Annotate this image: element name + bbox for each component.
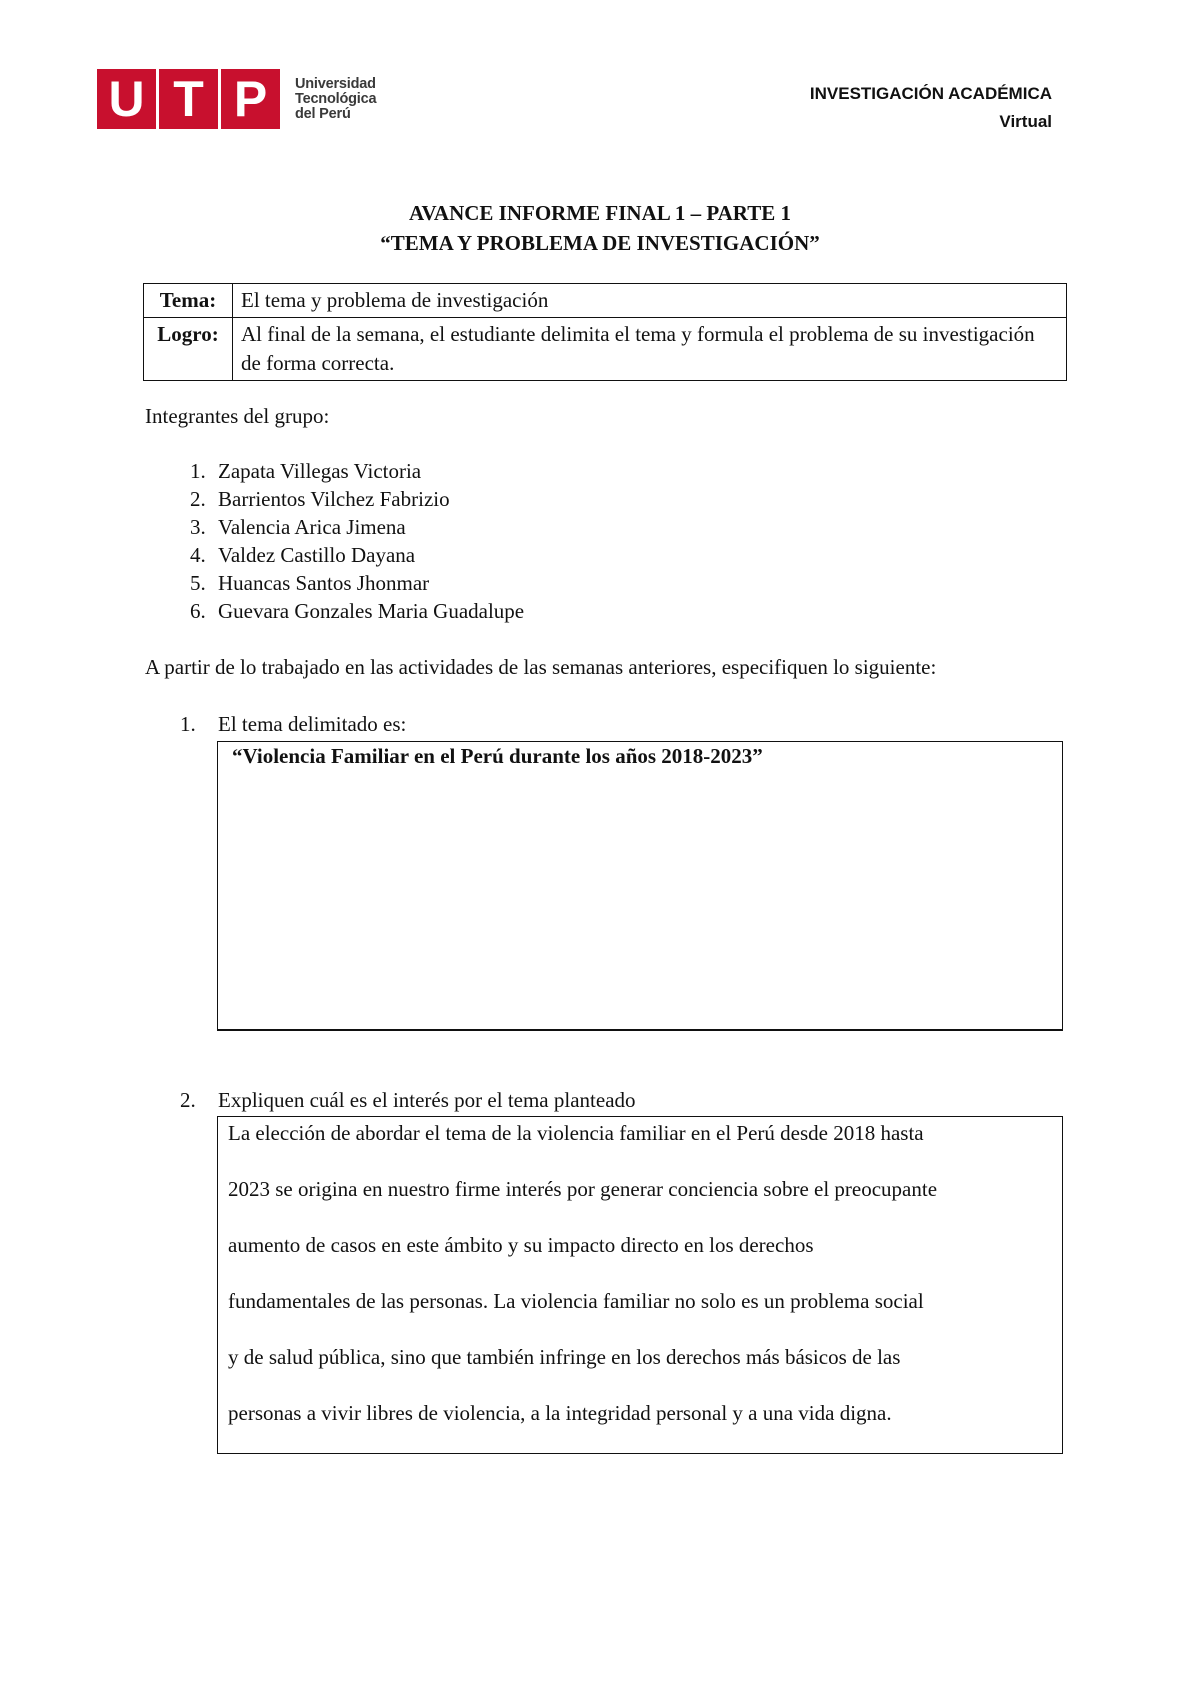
delimited-topic: “Violencia Familiar en el Perú durante los años 2018-2023” <box>232 744 763 768</box>
logro-row <box>144 318 1067 381</box>
item-number: 5. <box>190 571 206 595</box>
member-name: Guevara Gonzales Maria Guadalupe <box>218 599 525 623</box>
tema-row <box>144 284 1067 318</box>
item-number: 2. <box>190 487 206 511</box>
logo-letter-p: P <box>221 69 280 129</box>
logo-line: del Perú <box>295 105 351 122</box>
logo-letter-u: U <box>97 69 156 129</box>
member-name: Huancas Santos Jhonmar <box>218 571 430 595</box>
paragraph-line: personas a vivir libres de violencia, a la integridad personal y a una vida digna. <box>228 1401 892 1425</box>
question-2-number: 2. <box>180 1088 196 1112</box>
document-subtitle: “TEMA Y PROBLEMA DE INVESTIGACIÓN” <box>380 231 820 255</box>
member-name: Valdez Castillo Dayana <box>218 543 416 567</box>
item-number: 4. <box>190 543 206 567</box>
interest-paragraph <box>218 1103 1062 1441</box>
question-1-label: El tema delimitado es: <box>218 712 407 736</box>
answer-box-2 <box>217 1116 1063 1454</box>
paragraph-line: fundamentales de las personas. La violencia familiar no solo es un problema social <box>228 1289 924 1313</box>
logo-line: Tecnológica <box>295 90 377 107</box>
paragraph-line: La elección de abordar el tema de la violencia familiar en el Perú desde 2018 hasta <box>228 1121 924 1145</box>
member-name: Zapata Villegas Victoria <box>218 459 422 483</box>
item-number: 3. <box>190 515 206 539</box>
logro-label: Logro: <box>144 318 233 381</box>
document-title: AVANCE INFORME FINAL 1 – PARTE 1 <box>409 201 791 225</box>
paragraph-line: 2023 se origina en nuestro firme interés por generar conciencia sobre el preocupante <box>228 1177 938 1201</box>
list-item <box>145 457 524 485</box>
members-list <box>145 457 524 625</box>
logo-university-name <box>295 77 376 122</box>
logo-line: Universidad <box>295 75 376 92</box>
course-name: INVESTIGACIÓN ACADÉMICA <box>809 84 1052 103</box>
header-course-info <box>810 80 1052 136</box>
list-item <box>145 485 524 513</box>
question-1-number: 1. <box>180 712 196 736</box>
list-item <box>145 597 524 625</box>
item-number: 6. <box>190 599 206 623</box>
tema-label: Tema: <box>144 284 233 318</box>
list-item <box>145 541 524 569</box>
paragraph-line: y de salud pública, sino que también infringe en los derechos más básicos de las <box>228 1345 901 1369</box>
item-number: 1. <box>190 459 206 483</box>
course-modality: Virtual <box>999 112 1052 131</box>
logro-value: Al final de la semana, el estudiante delimita el tema y formula el problema de su investigación de forma correcta. <box>233 318 1067 381</box>
list-item <box>145 569 524 597</box>
utp-logo <box>97 68 376 130</box>
tema-value: El tema y problema de investigación <box>233 284 1067 318</box>
instructions-text: A partir de lo trabajado en las actividades de las semanas anteriores, especifiquen lo siguiente: <box>145 655 937 679</box>
answer-box-1 <box>217 741 1063 1031</box>
question-2-label: Expliquen cuál es el interés por el tema planteado <box>218 1088 636 1112</box>
member-name: Barrientos Vilchez Fabrizio <box>218 487 450 511</box>
logo-letter-t: T <box>159 69 218 129</box>
members-label: Integrantes del grupo: <box>145 404 330 428</box>
list-item <box>145 513 524 541</box>
member-name: Valencia Arica Jimena <box>218 515 406 539</box>
paragraph-line: aumento de casos en este ámbito y su impacto directo en los derechos <box>228 1233 814 1257</box>
info-table <box>143 283 1067 381</box>
